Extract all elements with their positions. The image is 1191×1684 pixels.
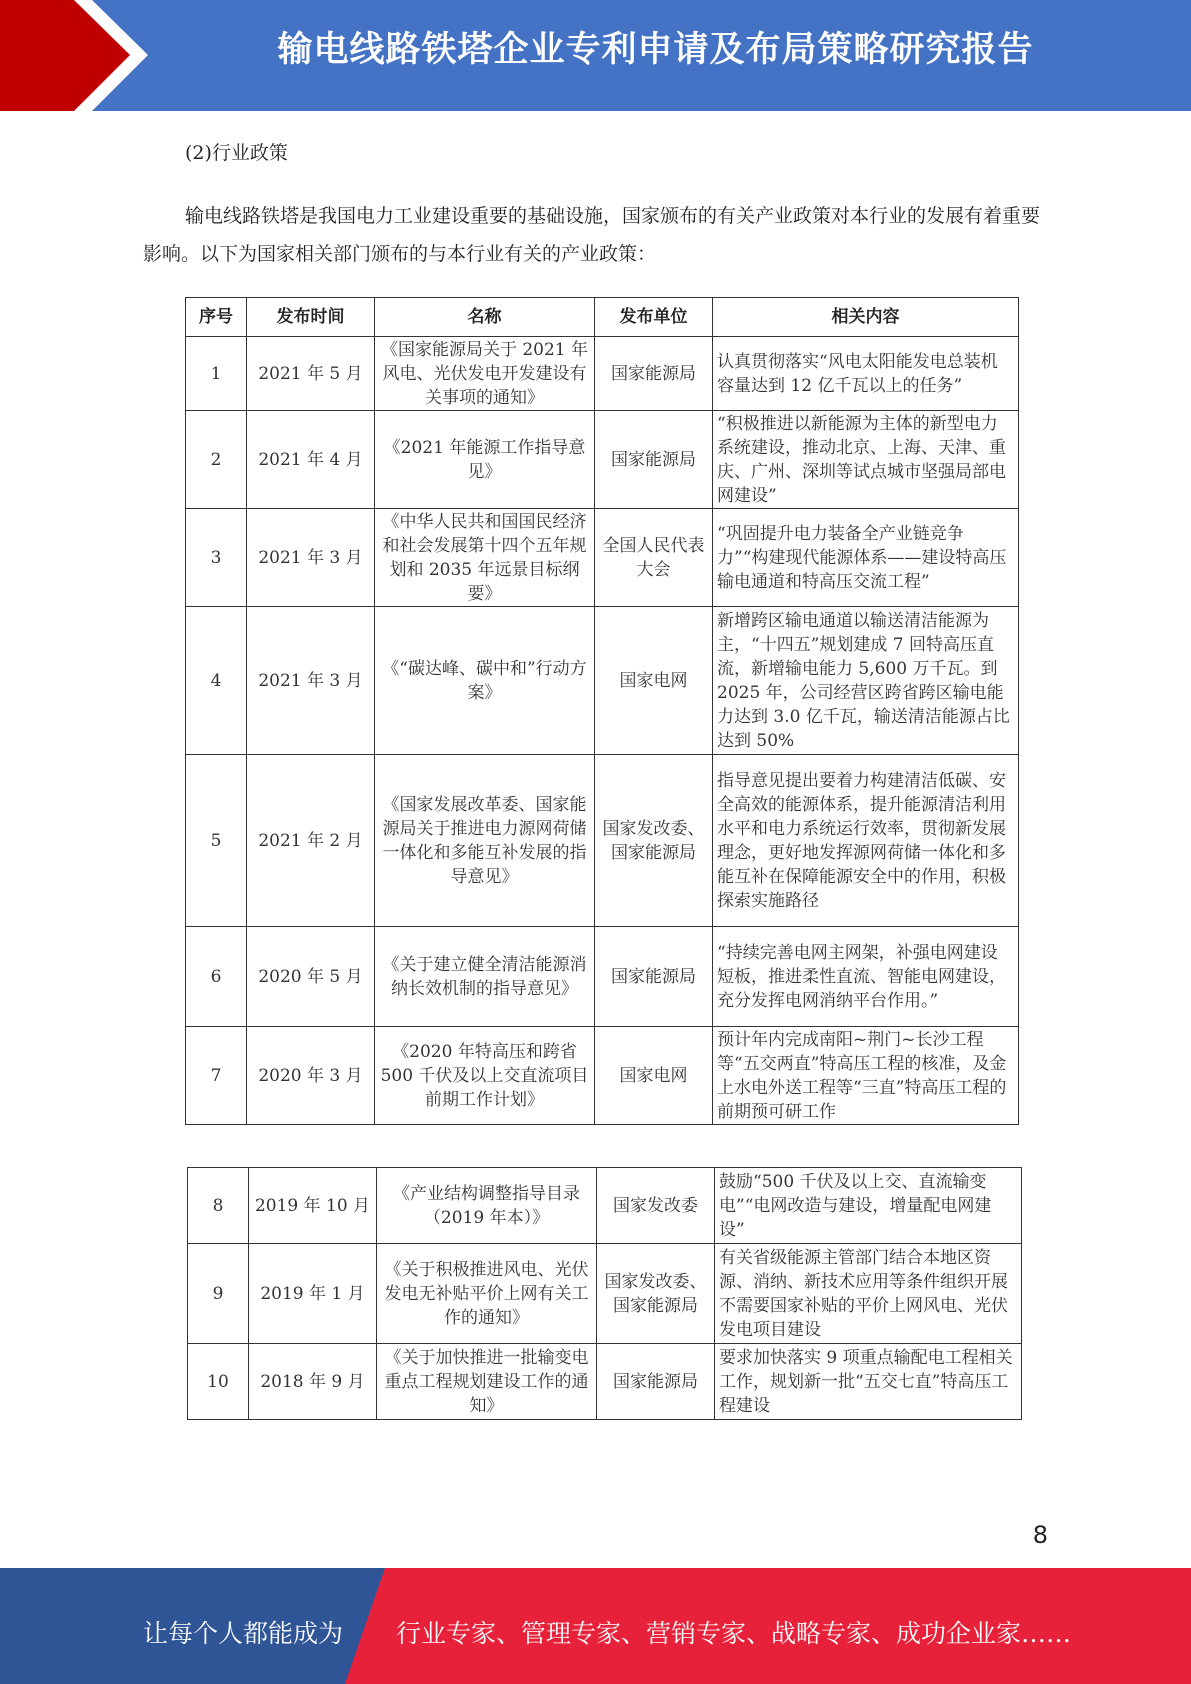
cell-index: 2: [186, 411, 247, 509]
header-name: 名称: [375, 298, 595, 337]
cell-date: 2019 年 1 月: [249, 1244, 377, 1344]
cell-index: 5: [186, 755, 247, 927]
cell-index: 4: [186, 607, 247, 755]
cell-index: 6: [186, 927, 247, 1027]
cell-policy-name: 《“碳达峰、碳中和”行动方案》: [375, 607, 595, 755]
cell-date: 2019 年 10 月: [249, 1168, 377, 1244]
table-row: [186, 411, 1019, 509]
cell-content: 认真贯彻落实“风电太阳能发电总装机容量达到 12 亿千瓦以上的任务”: [713, 337, 1019, 411]
footer-slogan-right: 行业专家、管理专家、营销专家、战略专家、成功企业家……: [396, 1619, 1072, 1648]
cell-index: 9: [188, 1244, 249, 1344]
table-row: [188, 1344, 1022, 1420]
cell-index: 10: [188, 1344, 249, 1420]
cell-policy-name: 《国家发展改革委、国家能源局关于推进电力源网荷储一体化和多能互补发展的指导意见》: [375, 755, 595, 927]
cell-date: 2018 年 9 月: [249, 1344, 377, 1420]
cell-policy-name: 《国家能源局关于 2021 年风电、光伏发电开发建设有关事项的通知》: [375, 337, 595, 411]
header-content: 相关内容: [713, 298, 1019, 337]
cell-date: 2021 年 5 月: [247, 337, 375, 411]
cell-policy-name: 《中华人民共和国国民经济和社会发展第十四个五年规划和 2035 年远景目标纲要》: [375, 509, 595, 607]
table-row: [186, 755, 1019, 927]
cell-date: 2021 年 3 月: [247, 607, 375, 755]
cell-issuer: 国家能源局: [595, 411, 713, 509]
cell-content: 要求加快落实 9 项重点输配电工程相关工作，规划新一批“五交七直”特高压工程建设: [715, 1344, 1022, 1420]
table-row: [186, 337, 1019, 411]
section-heading: (2)行业政策: [185, 142, 288, 164]
table-row: [188, 1168, 1022, 1244]
cell-content: “积极推进以新能源为主体的新型电力系统建设，推动北京、上海、天津、重庆、广州、深圳等试点城市坚强局部电网建设”: [713, 411, 1019, 509]
report-title: 输电线路铁塔企业专利申请及布局策略研究报告: [277, 30, 1034, 70]
cell-content: 预计年内完成南阳~荆门~长沙工程等“五交两直”特高压工程的核准，及金上水电外送工程等“三直”特高压工程的前期预可研工作: [713, 1027, 1019, 1125]
cell-date: 2020 年 3 月: [247, 1027, 375, 1125]
cell-policy-name: 《关于加快推进一批输变电重点工程规划建设工作的通知》: [377, 1344, 597, 1420]
cell-issuer: 国家发改委、国家能源局: [595, 755, 713, 927]
cell-index: 8: [188, 1168, 249, 1244]
intro-paragraph: 输电线路铁塔是我国电力工业建设重要的基础设施，国家颁布的有关产业政策对本行业的发展有着重要影响。以下为国家相关部门颁布的与本行业有关的产业政策：: [143, 205, 1041, 265]
cell-policy-name: 《关于积极推进风电、光伏发电无补贴平价上网有关工作的通知》: [377, 1244, 597, 1344]
cell-date: 2021 年 3 月: [247, 509, 375, 607]
cell-index: 7: [186, 1027, 247, 1125]
cell-issuer: 国家能源局: [595, 337, 713, 411]
table-row: [186, 927, 1019, 1027]
cell-content: 鼓励“500 千伏及以上交、直流输变电”“电网改造与建设，增量配电网建设”: [715, 1168, 1022, 1244]
header-date: 发布时间: [247, 298, 375, 337]
header-index: 序号: [186, 298, 247, 337]
cell-date: 2021 年 4 月: [247, 411, 375, 509]
cell-issuer: 国家电网: [595, 1027, 713, 1125]
cell-content: “持续完善电网主网架，补强电网建设短板，推进柔性直流、智能电网建设，充分发挥电网消纳平台作用。”: [713, 927, 1019, 1027]
page-number: 8: [1032, 1521, 1048, 1549]
table-row: [186, 1027, 1019, 1125]
cell-issuer: 国家能源局: [595, 927, 713, 1027]
cell-policy-name: 《2021 年能源工作指导意见》: [375, 411, 595, 509]
cell-content: 指导意见提出要着力构建清洁低碳、安全高效的能源体系，提升能源清洁利用水平和电力系统运行效率，贯彻新发展理念，更好地发挥源网荷储一体化和多能互补在保障能源安全中的作用，积极探索实施路径: [713, 755, 1019, 927]
footer-slogan-left: 让每个人都能成为: [143, 1619, 344, 1648]
header-chevron-decoration: [0, 0, 160, 111]
cell-issuer: 国家能源局: [597, 1344, 715, 1420]
policy-table: [185, 297, 1019, 1125]
cell-content: “巩固提升电力装备全产业链竞争力”“构建现代能源体系——建设特高压输电通道和特高压交流工程”: [713, 509, 1019, 607]
cell-policy-name: 《关于建立健全清洁能源消纳长效机制的指导意见》: [375, 927, 595, 1027]
cell-date: 2020 年 5 月: [247, 927, 375, 1027]
cell-policy-name: 《2020 年特高压和跨省 500 千伏及以上交直流项目前期工作计划》: [375, 1027, 595, 1125]
cell-index: 1: [186, 337, 247, 411]
table-row: [186, 607, 1019, 755]
cell-content: 有关省级能源主管部门结合本地区资源、消纳、新技术应用等条件组织开展不需要国家补贴的平价上网风电、光伏发电项目建设: [715, 1244, 1022, 1344]
cell-issuer: 国家发改委、国家能源局: [597, 1244, 715, 1344]
table-row: [188, 1244, 1022, 1344]
page-footer: [0, 1568, 1191, 1684]
header-issuer: 发布单位: [595, 298, 713, 337]
cell-issuer: 国家发改委: [597, 1168, 715, 1244]
cell-date: 2021 年 2 月: [247, 755, 375, 927]
cell-issuer: 国家电网: [595, 607, 713, 755]
cell-content: 新增跨区输电通道以输送清洁能源为主，“十四五”规划建成 7 回特高压直流，新增输电能力 5,600 万千瓦。到 2025 年，公司经营区跨省跨区输电能力达到 3.0 亿千瓦，输送清洁能源占比达到 50%: [713, 607, 1019, 755]
cell-index: 3: [186, 509, 247, 607]
page-header: [0, 0, 1191, 111]
table-row: [186, 509, 1019, 607]
table-header-row: [186, 298, 1019, 337]
policy-table-continued: [187, 1167, 1022, 1420]
cell-policy-name: 《产业结构调整指导目录（2019 年本）》: [377, 1168, 597, 1244]
cell-issuer: 全国人民代表大会: [595, 509, 713, 607]
